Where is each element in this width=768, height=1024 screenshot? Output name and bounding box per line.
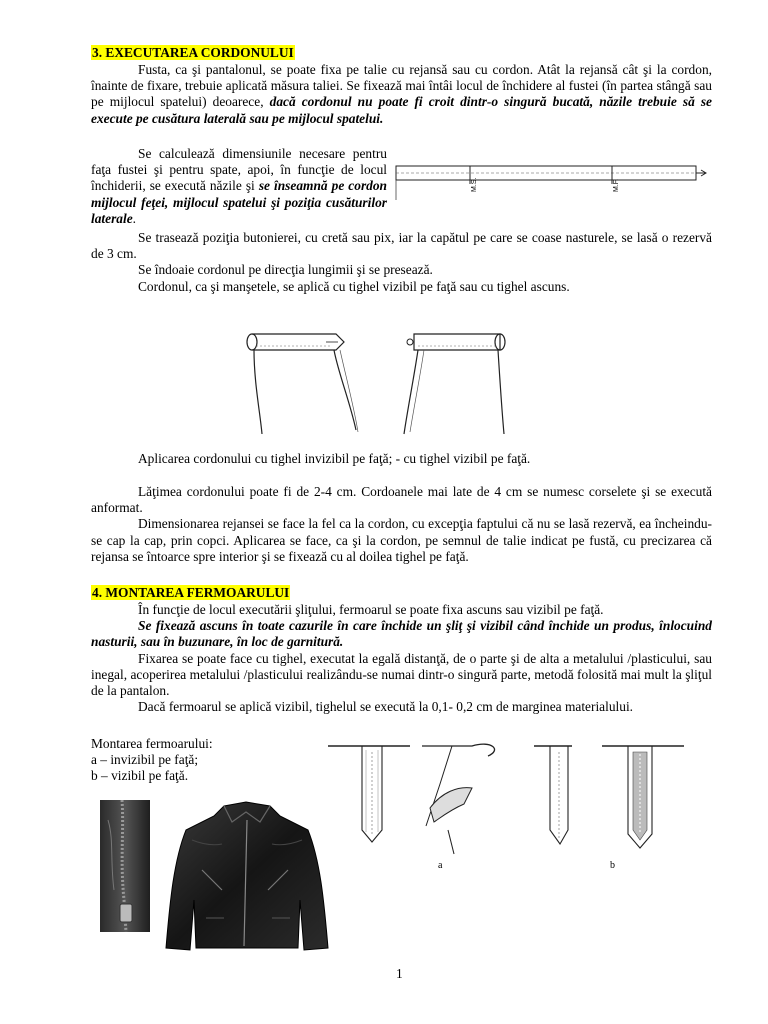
mark-label-front: M.F.: [613, 178, 620, 192]
section-4-heading: 4. MONTAREA FERMOARULUI: [92, 585, 290, 600]
zipper-closeup-photo: [100, 800, 150, 932]
caption-b: b – vizibil pe faţă.: [91, 768, 189, 784]
paragraph-text: Fusta, ca şi pantalonul, se poate fixa pe talie cu rejansă sau cu cordon. Atât la rejansă cât şi la cordon, înainte de fixare, trebuie aplicată măsura taliei. Se fixează mai întâi locul de închidere al fustei (în partea stângă sau pe mijlocul spatelui) deoarece,: [91, 62, 712, 110]
caption-title: Montarea fermoarului:: [91, 736, 213, 751]
paragraph-4: Se îndoaie cordonul pe direcţia lungimii şi se presează.: [138, 262, 433, 278]
paragraph-6: Lăţimea cordonului poate fi de 2-4 cm. Cordoanele mai late de 4 cm se numesc corselete şi se execută anformat.: [91, 484, 712, 516]
section-3-heading: 3. EXECUTAREA CORDONULUI: [92, 45, 294, 60]
paragraph-5: Cordonul, ca şi manşetele, se aplică cu tighel vizibil pe faţă sau cu tighel ascuns.: [138, 278, 570, 294]
paragraph-4: Dacă fermoarul se aplică vizibil, tighelul se execută la 0,1- 0,2 cm de marginea materialului.: [138, 699, 634, 715]
page-number: 1: [396, 966, 403, 981]
section-3-paragraph-1: [91, 62, 712, 127]
paragraph-1: În funcţie de locul executării şliţului, fermoarul se poate fixa ascuns sau vizibil pe faţă.: [138, 602, 604, 617]
emphasis-text: dacă cordonul nu poate fi croit dintr-o singură bucată, năzile trebuie să se execute pe cusătura laterală sau pe mijlocul spatelui.: [91, 94, 712, 126]
leather-jacket-photo: [162, 800, 332, 952]
paragraph-text: Se calculează dimensiunile necesare pentru faţa fustei şi pentru spate, apoi, în funcţie de locul închiderii, se execută năzile şi: [91, 146, 387, 194]
paragraph-3: Se trasează poziţia butonierei, cu cretă sau pix, iar la capătul pe care se coase nasturele, se lasă o rezervă de 3 cm.: [91, 230, 712, 262]
paragraph-3: Fixarea se poate face cu tighel, executat la egală distanţă, de o parte şi de alta a metalului /plasticului, sau inegal, acoperirea metalului /plasticului realizându-se numai dintr-o singură parte, metodă folosită mai mult la şliţul de la pantalon.: [91, 650, 712, 699]
diagram-label-b: b: [610, 860, 615, 871]
zipper-figure-caption: [91, 736, 271, 785]
belt-marking-figure: [392, 160, 714, 206]
section-4-paragraphs: [91, 602, 712, 715]
mark-label-back: M.S.: [471, 177, 478, 192]
paragraph-7: Dimensionarea rejansei se face la fel ca la cordon, cu excepţia faptului că nu se lasă rezervă, ea încheindu-se cap la cap, prin copci. Aplicarea se face, ca şi la cordon, pe semnul de talie indicat pe fustă, cu precizarea că rejansa se întoarce spre interior şi se fixează cu al doilea tighel pe faţă.: [91, 516, 712, 564]
section-3-paragraph-2: Se calculează dimensiunile necesare pentru faţa fustei şi pentru spate, apoi, în funcţie de locul închiderii, se execută năzile şi se înseamnă pe cordon mijlocul feţei, mijlocul spatelui şi poziţia cusăturilor laterale.: [91, 146, 387, 226]
waistband-application-figure: [238, 322, 554, 440]
section-3-paragraphs-6-7: [91, 484, 712, 565]
zipper-mounting-diagram: [322, 730, 692, 882]
waistband-figure-caption: Aplicarea cordonului cu tighel invizibil pe faţă; - cu tighel vizibil pe faţă.: [138, 451, 531, 466]
diagram-label-a: a: [438, 860, 443, 871]
emphasis-text: se înseamnă pe cordon mijlocul feţei, mijlocul spatelui şi poziţia cusăturilor laterale: [91, 178, 387, 226]
paragraph-2: Se fixează ascuns în toate cazurile în care închide un şliţ şi vizibil când închide un produs, înlocuind nasturii, sau în buzunare, în loc de garnitură.: [91, 618, 712, 650]
caption-a: a – invizibil pe faţă;: [91, 752, 199, 768]
section-3-paragraphs-3-5: [91, 230, 712, 295]
